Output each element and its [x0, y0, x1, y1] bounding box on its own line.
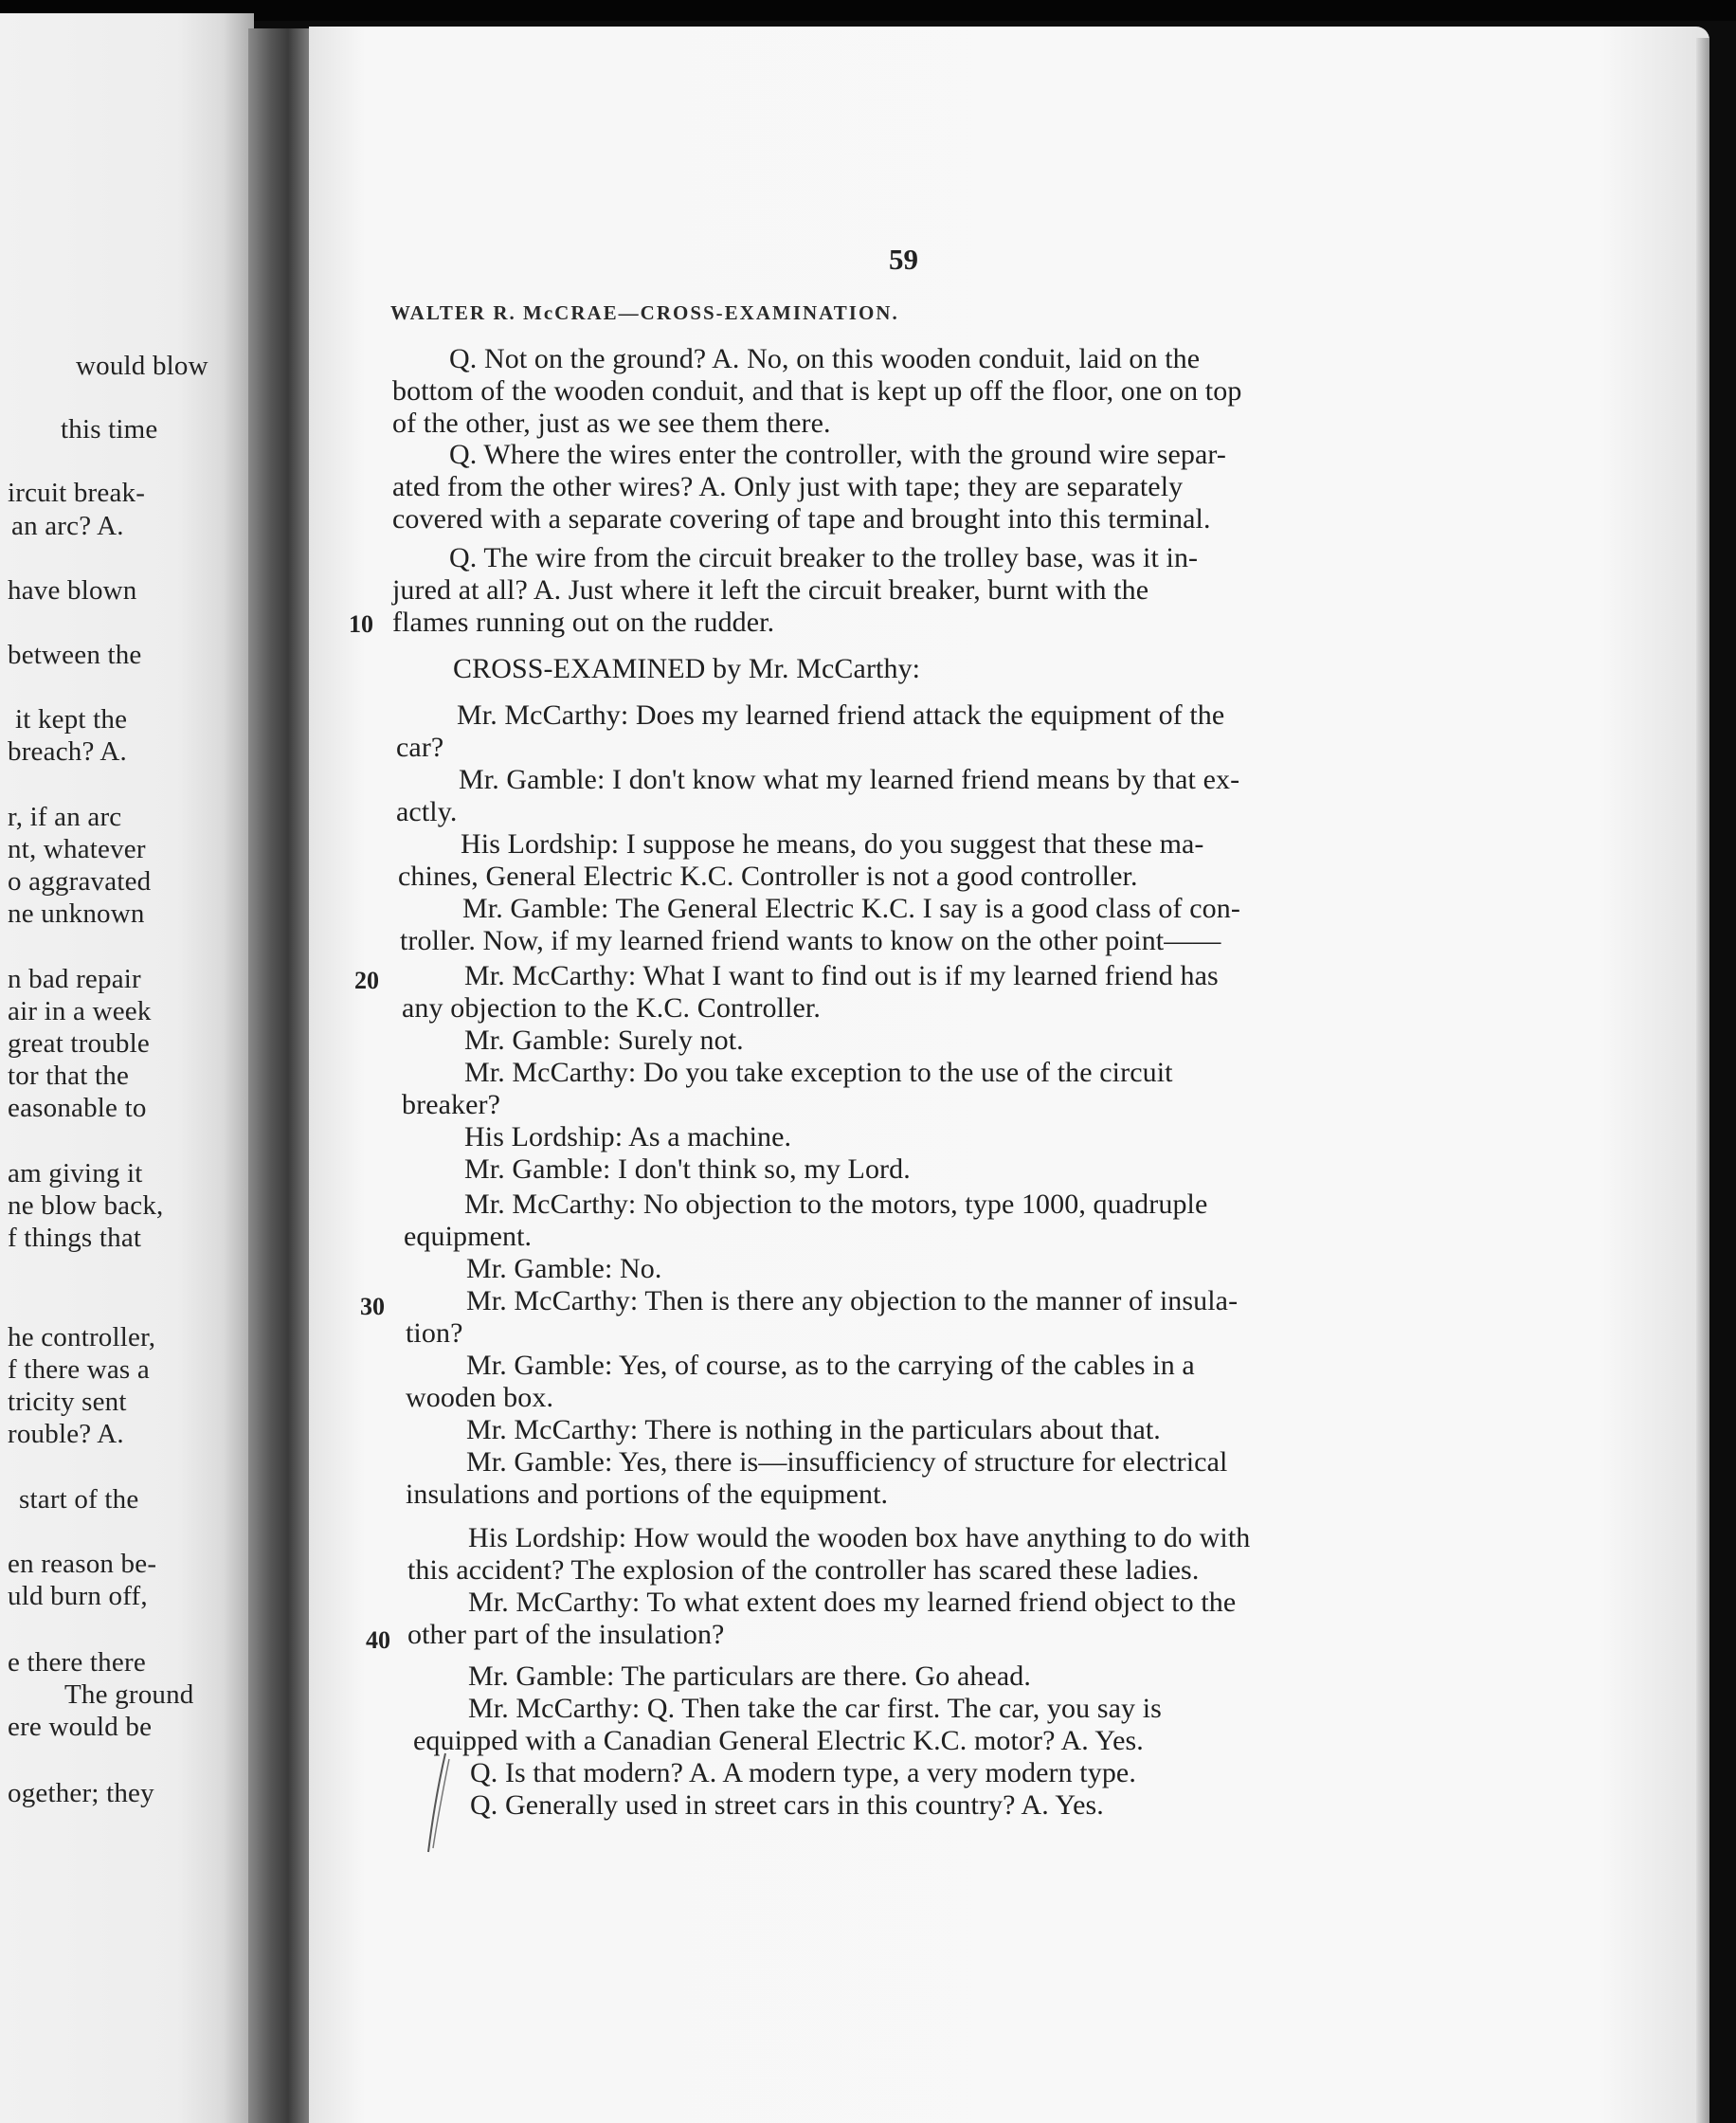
line-number-30: 30 — [360, 1293, 385, 1320]
left-page-line: it kept the — [15, 704, 128, 735]
left-page-line: start of the — [19, 1484, 139, 1515]
left-page-line: e there there — [8, 1647, 146, 1678]
testimony-line: insulations and portions of the equipment. — [406, 1479, 889, 1510]
line-number-10: 10 — [349, 610, 373, 638]
left-page-line: tor that the — [8, 1061, 130, 1091]
line-number-40: 40 — [366, 1626, 390, 1654]
testimony-line: chines, General Electric K.C. Controller is not a good controller. — [398, 861, 1138, 892]
testimony-line: this accident? The explosion of the controller has scared these ladies. — [407, 1554, 1200, 1586]
left-page-fragment — [0, 13, 254, 2123]
testimony-line: Mr. McCarthy: Then is there any objection to the manner of insula- — [466, 1285, 1239, 1316]
left-page-line: en reason be- — [8, 1549, 157, 1579]
testimony-line: Mr. McCarthy: To what extent does my learned friend object to the — [468, 1587, 1237, 1618]
testimony-line: Mr. Gamble: I don't think so, my Lord. — [464, 1153, 911, 1185]
testimony-line: Mr. Gamble: No. — [466, 1253, 662, 1284]
left-page-line: an arc? A. — [11, 511, 124, 541]
page-edge-shadow — [1696, 38, 1709, 2123]
testimony-line: Q. Where the wires enter the controller, with the ground wire separ- — [449, 439, 1226, 470]
left-page-line: he controller, — [8, 1322, 156, 1352]
testimony-line: any objection to the K.C. Controller. — [402, 992, 821, 1024]
testimony-line: Mr. Gamble: The General Electric K.C. I say is a good class of con- — [462, 893, 1240, 924]
testimony-line: Mr. McCarthy: What I want to find out is if my learned friend has — [464, 960, 1219, 991]
left-page-line: tricity sent — [8, 1387, 127, 1417]
testimony-line: tion? — [406, 1317, 463, 1349]
left-page-line: f things that — [8, 1223, 142, 1253]
left-page-line: ircuit break- — [8, 478, 146, 508]
testimony-line: of the other, just as we see them there. — [392, 408, 831, 439]
left-page-line: have blown — [8, 575, 137, 606]
left-page-line: breach? A. — [8, 736, 127, 767]
testimony-line: ated from the other wires? A. Only just with tape; they are separately — [392, 471, 1184, 502]
left-page-line: ne unknown — [8, 898, 145, 929]
testimony-line: covered with a separate covering of tape and brought into this terminal. — [392, 503, 1211, 535]
testimony-line: His Lordship: I suppose he means, do you suggest that these ma- — [461, 828, 1204, 860]
left-page-line: ne blow back, — [8, 1190, 164, 1221]
testimony-line: Mr. McCarthy: Does my learned friend attack the equipment of the — [457, 699, 1225, 731]
left-page-line: ogether; they — [8, 1778, 154, 1808]
left-page-line: am giving it — [8, 1158, 143, 1189]
left-page-line: great trouble — [8, 1028, 150, 1059]
testimony-line: Q. The wire from the circuit breaker to the trolley base, was it in- — [449, 542, 1199, 573]
testimony-line: Mr. McCarthy: Q. Then take the car first. The car, you say is — [468, 1693, 1162, 1724]
testimony-line: Q. Generally used in street cars in this country? A. Yes. — [470, 1789, 1104, 1821]
left-page-line: f there was a — [8, 1354, 150, 1385]
left-page-line: between the — [8, 640, 142, 670]
left-page-line: The ground — [64, 1679, 194, 1710]
testimony-line: Mr. McCarthy: No objection to the motors, type 1000, quadruple — [464, 1189, 1208, 1220]
testimony-line: Mr. McCarthy: Do you take exception to the use of the circuit — [464, 1057, 1173, 1088]
testimony-line: His Lordship: How would the wooden box have anything to do with — [468, 1522, 1251, 1553]
testimony-line: breaker? — [402, 1089, 501, 1120]
left-page-line: ere would be — [8, 1712, 153, 1742]
page-number: 59 — [889, 243, 918, 276]
testimony-line: Mr. Gamble: The particulars are there. Go ahead. — [468, 1660, 1032, 1692]
testimony-line: Mr. Gamble: Surely not. — [464, 1025, 744, 1056]
testimony-line: other part of the insulation? — [407, 1619, 725, 1650]
running-head: WALTER R. McCRAE—CROSS-EXAMINATION. — [390, 301, 899, 324]
testimony-line: Mr. Gamble: Yes, of course, as to the carrying of the cables in a — [466, 1350, 1195, 1381]
testimony-line: Q. Is that modern? A. A modern type, a very modern type. — [470, 1757, 1136, 1788]
testimony-line: actly. — [396, 796, 458, 827]
left-page-line: n bad repair — [8, 964, 141, 994]
testimony-line: Q. Not on the ground? A. No, on this wooden conduit, laid on the — [449, 343, 1201, 374]
testimony-line: His Lordship: As a machine. — [464, 1121, 792, 1152]
book-gutter-shadow — [248, 28, 315, 2123]
testimony-line: troller. Now, if my learned friend wants to know on the other point—— — [400, 925, 1221, 956]
left-page-line: nt, whatever — [8, 834, 146, 864]
testimony-line: flames running out on the rudder. — [392, 607, 775, 638]
testimony-line: Mr. McCarthy: There is nothing in the particulars about that. — [466, 1414, 1161, 1445]
testimony-line: equipment. — [404, 1221, 533, 1252]
left-page-line: r, if an arc — [8, 802, 122, 832]
left-page-line: o aggravated — [8, 866, 152, 897]
left-page-line: air in a week — [8, 996, 152, 1026]
testimony-line: jured at all? A. Just where it left the circuit breaker, burnt with the — [392, 574, 1149, 606]
section-heading: CROSS-EXAMINED by Mr. McCarthy: — [453, 653, 921, 684]
testimony-line: Mr. Gamble: I don't know what my learned friend means by that ex- — [459, 764, 1240, 795]
testimony-line: Mr. Gamble: Yes, there is—insufficiency of structure for electrical — [466, 1446, 1228, 1478]
scan-top-border — [0, 0, 1736, 21]
testimony-line: car? — [396, 732, 444, 763]
testimony-line: bottom of the wooden conduit, and that is kept up off the floor, one on top — [392, 375, 1242, 407]
line-number-20: 20 — [354, 967, 379, 994]
testimony-line: equipped with a Canadian General Electric K.C. motor? A. Yes. — [413, 1725, 1144, 1756]
left-page-line: would blow — [76, 351, 208, 381]
left-page-line: uld burn off, — [8, 1581, 148, 1611]
left-page-line: easonable to — [8, 1093, 147, 1123]
left-page-line: rouble? A. — [8, 1419, 124, 1449]
testimony-line: wooden box. — [406, 1382, 554, 1413]
left-page-line: this time — [61, 414, 158, 445]
pencil-margin-mark — [425, 1750, 451, 1856]
